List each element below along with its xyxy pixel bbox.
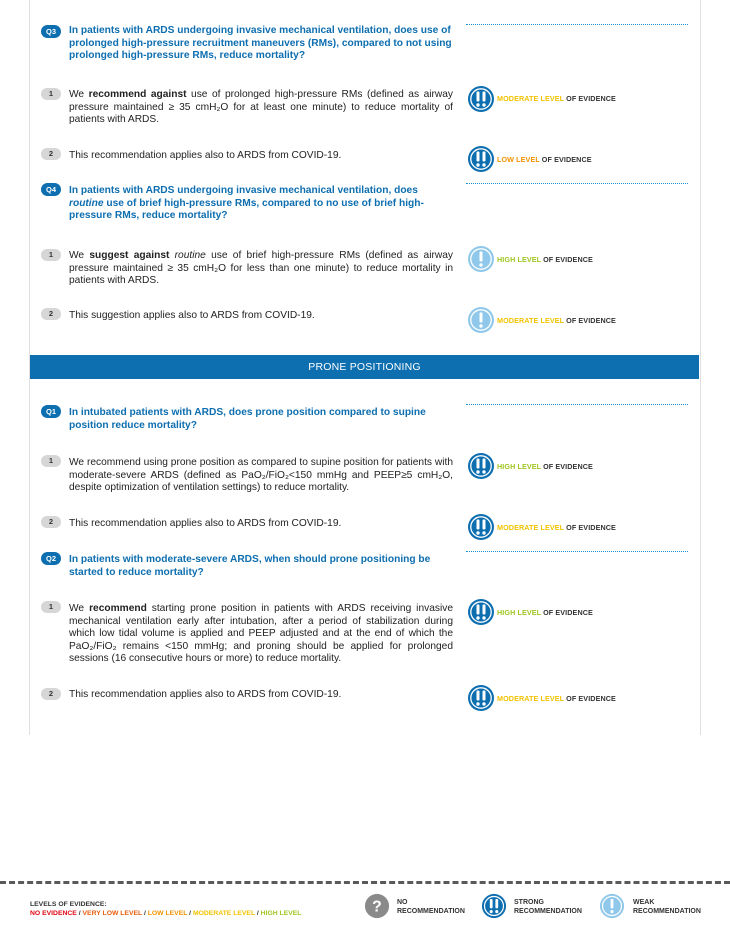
legend-strong-recommendation: STRONG RECOMMENDATION [514, 899, 582, 915]
evidence-level-label: LOW LEVEL OF EVIDENCE [497, 155, 592, 164]
recommendation-text: We recommend against use of prolonged high-pressure RMs (defined as airway pressure maintained ≥ 35 cmH₂O for at least one minute) to reduce mortality of patients with ARDS. [69, 89, 454, 126]
recommendation-text: This recommendation applies also to ARDS from COVID-19. [69, 518, 342, 529]
item-number-badge: 2 [41, 516, 61, 528]
divider-dots [466, 183, 688, 184]
page-border-right [700, 0, 701, 735]
strong-recommendation-icon [467, 598, 495, 626]
legend-levels-of-evidence [30, 901, 301, 918]
divider-dots [466, 551, 688, 552]
question-badge-q3: Q3 [41, 25, 61, 38]
recommendation-text: We recommend starting prone position in patients with ARDS receiving invasive mechanical ventilation early after intubation, after a period of stabilization during which low tidal volume is applied and PEEP adjusted and at the end of which the PaO₂/FiO₂ remains <150 mmHg; and proning should be applied for prolonged sessions (16 consecutive hours or more) to reduce mortality. [69, 603, 453, 665]
strong-recommendation-icon [467, 452, 495, 480]
evidence-level-label: HIGH LEVEL OF EVIDENCE [497, 608, 593, 617]
recommendation-text: This suggestion applies also to ARDS from COVID-19. [69, 310, 315, 321]
svg-text:?: ? [372, 898, 382, 916]
weak-recommendation-icon [599, 893, 625, 919]
item-number-badge: 1 [41, 249, 61, 261]
question-text-q2: In patients with moderate-severe ARDS, when should prone positioning be started to reduce mortality? [69, 554, 431, 578]
divider-dots [466, 24, 688, 25]
question-badge-q2: Q2 [41, 552, 61, 565]
strong-recommendation-icon [467, 684, 495, 712]
strong-recommendation-icon [467, 513, 495, 541]
recommendation-text: This recommendation applies also to ARDS from COVID-19. [69, 689, 342, 700]
divider-dots [466, 404, 688, 405]
strong-recommendation-icon [481, 893, 507, 919]
strong-recommendation-icon [467, 85, 495, 113]
weak-recommendation-icon [467, 245, 495, 273]
question-badge-q4: Q4 [41, 183, 61, 196]
recommendation-text: We suggest against routine use of brief high-pressure RMs (defined as airway pressure maintained ≥ 35 cmH₂O for less than one minute) to reduce mortality in patients with ARDS. [69, 250, 453, 287]
question-text-q3: In patients with ARDS undergoing invasive mechanical ventilation, does use of prolonged high-pressure recruitment maneuvers (RMs), compared to not using prolonged high-pressure RMs, reduce mortality? [69, 25, 452, 61]
question-badge-q1: Q1 [41, 405, 61, 418]
question-text-q4: In patients with ARDS undergoing invasive mechanical ventilation, does routine use of brief high-pressure RMs, compared to no use of brief high-pressure RMs, reduce mortality? [69, 185, 424, 221]
footer-dashed-divider [0, 881, 730, 884]
item-number-badge: 1 [41, 601, 61, 613]
evidence-level-label: MODERATE LEVEL OF EVIDENCE [497, 94, 616, 103]
evidence-level-label: MODERATE LEVEL OF EVIDENCE [497, 523, 616, 532]
item-number-badge: 1 [41, 88, 61, 100]
legend-title: LEVELS OF EVIDENCE: [30, 901, 107, 908]
legend-levels-list: NO EVIDENCE / VERY LOW LEVEL / LOW LEVEL / MODERATE LEVEL / HIGH LEVEL [30, 909, 302, 917]
no-recommendation-icon [364, 893, 390, 919]
evidence-level-label: MODERATE LEVEL OF EVIDENCE [497, 694, 616, 703]
strong-recommendation-icon [467, 145, 495, 173]
evidence-level-label: HIGH LEVEL OF EVIDENCE [497, 255, 593, 264]
legend-weak-recommendation: WEAK RECOMMENDATION [633, 899, 701, 915]
item-number-badge: 1 [41, 455, 61, 467]
question-text-q1: In intubated patients with ARDS, does prone position compared to supine position reduce mortality? [69, 407, 426, 431]
recommendation-text: This recommendation applies also to ARDS from COVID-19. [69, 150, 342, 161]
recommendation-text: We recommend using prone position as compared to supine position for patients with moderate-severe ARDS (defined as PaO₂/FiO₂<150 mmHg and PEEP≥5 cmH₂O, despite optimization of ventilation settings) to reduce mortality. [69, 457, 453, 494]
weak-recommendation-icon [467, 306, 495, 334]
item-number-badge: 2 [41, 308, 61, 320]
evidence-level-label: HIGH LEVEL OF EVIDENCE [497, 462, 593, 471]
item-number-badge: 2 [41, 148, 61, 160]
legend-no-recommendation: NO RECOMMENDATION [397, 899, 465, 915]
item-number-badge: 2 [41, 688, 61, 700]
section-header-prone-positioning: PRONE POSITIONING [30, 355, 699, 379]
evidence-level-label: MODERATE LEVEL OF EVIDENCE [497, 316, 616, 325]
